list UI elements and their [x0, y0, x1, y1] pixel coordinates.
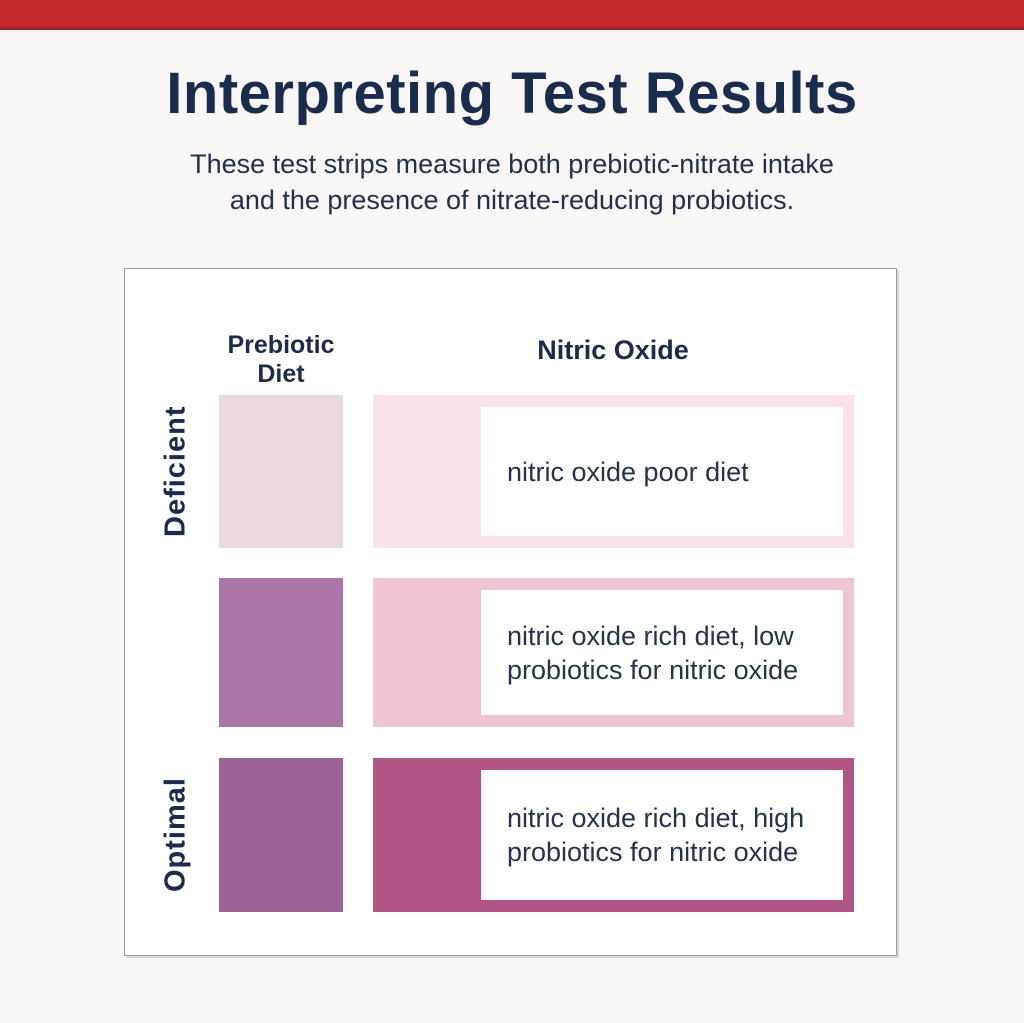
nitric-oxide-bar-optimal	[373, 758, 854, 912]
description-text: nitric oxide poor diet	[507, 456, 749, 487]
row-label-optimal: Optimal	[159, 777, 192, 893]
column-header-prebiotic-diet: Prebiotic Diet	[227, 331, 335, 388]
page-subtitle	[0, 146, 1024, 218]
prebiotic-swatch-middle	[219, 578, 343, 727]
matrix-row-optimal	[125, 758, 896, 912]
matrix-row-deficient	[125, 395, 896, 548]
column-header-nitric-oxide: Nitric Oxide	[537, 335, 689, 365]
results-matrix-panel	[124, 268, 897, 956]
prebiotic-swatch-optimal	[219, 758, 343, 912]
description-text: nitric oxide rich diet, high probiotics for nitric oxide	[507, 803, 805, 867]
subtitle-line-1: These test strips measure both prebiotic-nitrate intake	[190, 149, 834, 179]
description-box	[481, 407, 843, 536]
row-label-deficient: Deficient	[159, 405, 192, 538]
page-title: Interpreting Test Results	[166, 61, 858, 126]
nitric-oxide-bar-middle	[373, 578, 854, 727]
description-box	[481, 590, 843, 715]
top-accent-bar	[0, 0, 1024, 30]
prebiotic-swatch-deficient	[219, 395, 343, 548]
matrix-row-middle	[125, 578, 896, 727]
nitric-oxide-bar-deficient	[373, 395, 854, 548]
subtitle-line-2: and the presence of nitrate-reducing probiotics.	[229, 185, 795, 215]
description-text: nitric oxide rich diet, low probiotics for nitric oxide	[507, 620, 799, 685]
description-box	[481, 770, 843, 900]
